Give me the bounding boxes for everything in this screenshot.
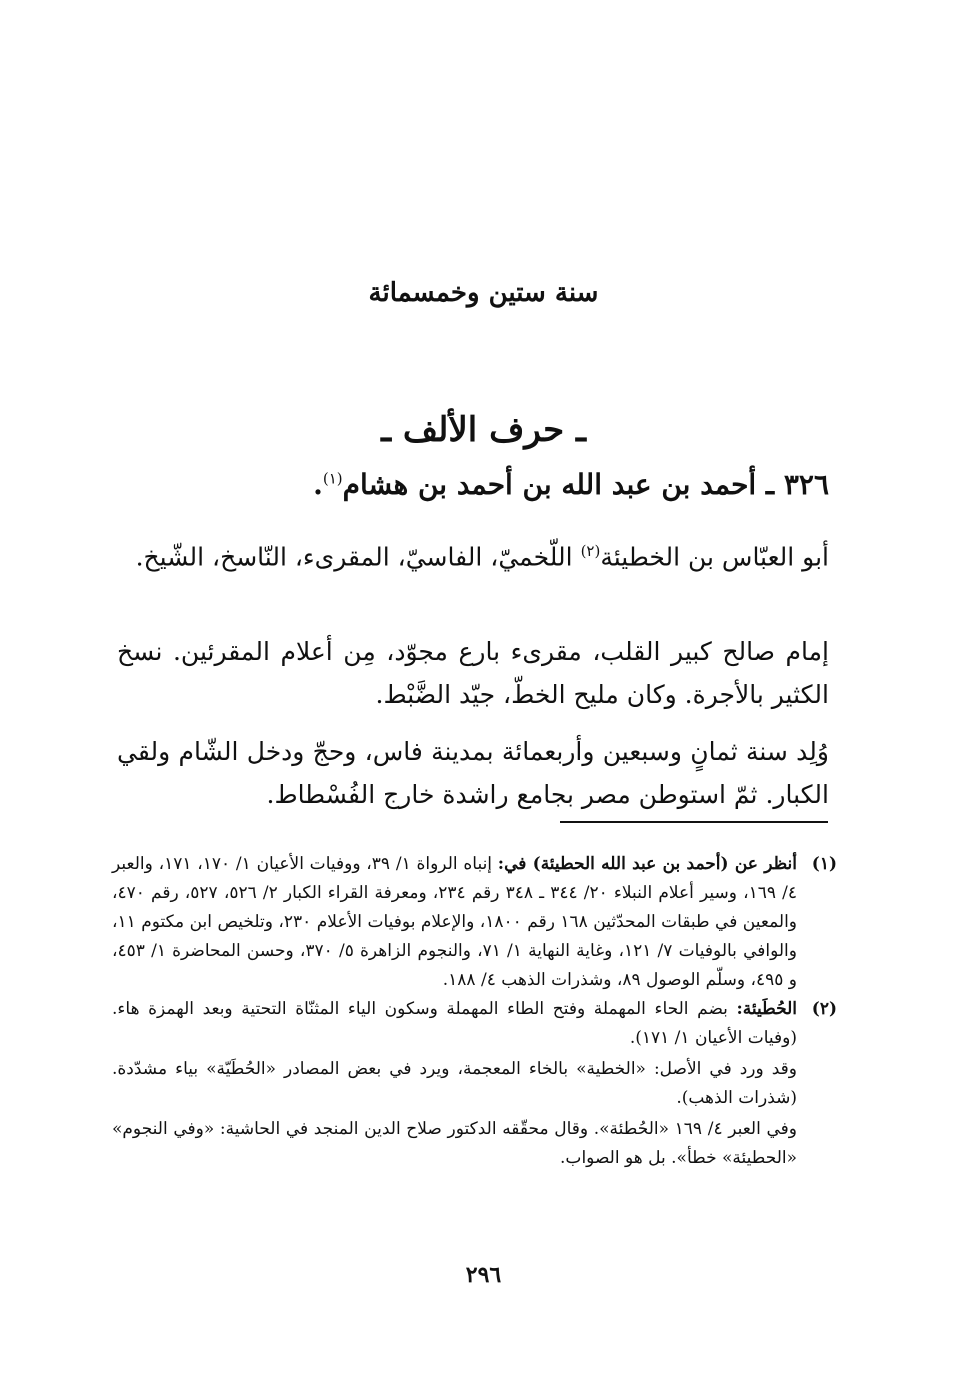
- paragraph-biography: وُلِد سنة ثمانٍ وسبعين وأربعمائة بمدينة فاس، وحجّ ودخل الشّام ولقي الكبار. ثمّ استوطن مصر بجامع راشدة خارج الفُسْطاط.: [117, 737, 829, 809]
- entry-heading-text: ٣٢٦ ـ أحمد بن عبد الله بن أحمد بن هشام: [342, 468, 829, 501]
- entry-heading-end: .: [313, 468, 323, 501]
- footnotes: [112, 850, 837, 1173]
- footnote-2-lead: الحُطَيئة:: [736, 999, 797, 1019]
- page-number: ٢٩٦: [465, 1262, 502, 1288]
- footnote-2-number: (٢): [811, 999, 837, 1019]
- footnote-1-lead: أنظر عن (أحمد بن عبد الله الحطيئة) في:: [497, 854, 797, 874]
- footnote-ref-2[interactable]: (٢): [580, 542, 601, 560]
- footnote-2: [112, 995, 837, 1053]
- footnote-1-text: إنباه الرواة ١/ ٣٩، ووفيات الأعيان ١/ ١٧٠، ١٧١، والعبر ٤/ ١٦٩، وسير أعلام النبلاء ٢٠/ ٣٤٤ ـ ٣٤٨ رقم ٢٣٤، ومعرفة القراء الكبار ٢/ ٥٢٦، ٥٢٧، رقم ٤٧٠، والمعين في طبقات المحدّثين ١٦٨ رقم ١٨٠٠، والإعلام بوفيات الأعلام ٢٣٠، وتلخيص ابن مكتوم ١١، والوافي بالوفيات ٧/ ١٢١، وغاية النهاية ١/ ٧١، والنجوم الزاهرة ٥/ ٣٧٠، وحسن المحاضرة ١/ ٤٥٣، و ٤٩٥، وسلّم الوصول ٨٩، وشذرات الذهب ٤/ ١٨٨.: [112, 854, 798, 990]
- footnote-2-text: بضم الحاء المهملة وفتح الطاء المهملة وسكون الياء المثنّاة التحتية وبعد الهمزة هاء. (وفيات الأعيان ١/ ١٧١).: [112, 999, 797, 1048]
- entry-heading: [109, 468, 829, 501]
- footnote-2-continuation-1: وقد ورد في الأصل: «الخطية» بالخاء المعجمة، ويرد في بعض المصادر «الحُطَيّة» بياء مشدّدة. (شذرات الذهب).: [112, 1059, 797, 1108]
- footnote-ref-1[interactable]: (١): [322, 469, 343, 488]
- footnote-divider: [560, 821, 828, 823]
- paragraph-description: إمام صالح كبير القلب، مقرىء بارع مجوّد، مِن أعلام المقرئين. نسخ الكثير بالأجرة. وكان مليح الخطّ، جيّد الضَّبْط.: [117, 637, 829, 709]
- year-title: سنة ستين وخمسمائة: [368, 278, 599, 308]
- footnote-2-continuation-2: وفي العبر ٤/ ١٦٩ «الحُطئة». وقال محقّقه الدكتور صلاح الدين المنجد في الحاشية: «وفي النجوم» «الحطيئة» خطأ». بل هو الصواب.: [112, 1119, 797, 1168]
- footnote-1: [112, 850, 837, 995]
- paragraph-name: [117, 530, 829, 578]
- paragraph-name-a: أبو العبّاس بن الخطيئة: [600, 542, 829, 572]
- paragraph-name-b: اللّخميّ، الفاسيّ، المقرىء، النّاسخ، الشّيخ.: [135, 542, 581, 572]
- section-title: ـ حرف الألف ـ: [381, 410, 586, 450]
- footnote-1-number: (١): [811, 854, 837, 874]
